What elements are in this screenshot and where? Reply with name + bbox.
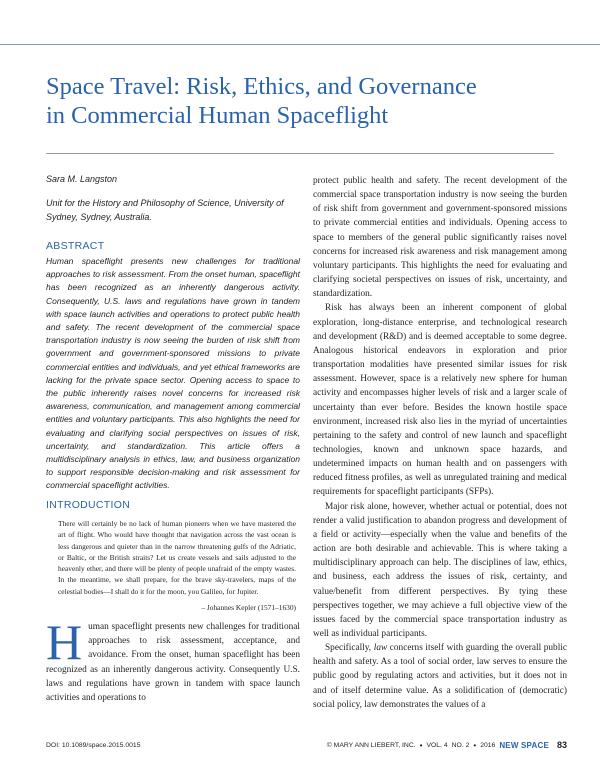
- doi-text: DOI: 10.1089/space.2015.0015: [46, 742, 141, 749]
- running-footer: [327, 740, 567, 750]
- author-name: Sara M. Langston: [46, 174, 118, 184]
- title-rule: [46, 153, 554, 154]
- intro-paragraph-4: [313, 641, 567, 712]
- dropcap-letter: H: [46, 614, 83, 670]
- abstract-heading: ABSTRACT: [46, 240, 105, 252]
- epigraph-attribution: – Johannes Kepler (1571–1630): [201, 603, 296, 612]
- publisher-text: © MARY ANN LIEBERT, INC.: [326, 741, 416, 749]
- volume-text: VOL. 4: [426, 741, 448, 749]
- intro-paragraph-1-continued: protect public health and safety. The recent development of the commercial space transportation industry is now seeing the burden of risk shift from government and government-sponsored missions to private commercial entities and individuals. Opening access to space to members of the general public significantly raises novel concerns for increased risk awareness and risk management among voluntary participants. This highlights the need for evaluating and clarifying societal perspectives on issues of risk, uncertainty, and standardization.: [313, 176, 567, 300]
- issue-text: NO. 2: [451, 741, 470, 749]
- intro-paragraph-2: Risk has always been an inherent component of global exploration, long-distance enterprise, and technological research and development (R&D) and is deemed acceptable to some degree. Analogous historical endeavors in exploration and prior transportation modalities have presented similar issues for risk assessment. However, space is a relatively new sphere for human activity and encompasses higher levels of risk and a larger scale of uncertainty than ever before. Besides the known hostile space environment, increased risk also lies in the myriad of uncertainties pertaining to the safety and control of new launch and spaceflight technologies, known and unknown space hazards, and undetermined impacts on human health and on passengers with reduced fitness profiles, as well as unregulated training and medical requirements for spaceflight participants (SFPs).: [313, 303, 567, 498]
- author-affiliation: Unit for the History and Philosophy of Science, University of Sydney, Sydney, Australia.: [46, 198, 284, 222]
- abstract-text: Human spaceflight presents new challenges for traditional approaches to risk assessment. From the onset human, spaceflight has been recognized as an inherently dangerous activity. Consequently, U.S. laws and regulations have grown in tandem with space launch activities and operations to protect public health and safety. The recent development of the commercial space transportation industry is now seeing the burden of risk shift from government and government-sponsored missions to private commercial entities and individuals, and yet ethical frameworks are lacking for the private space sector. Opening access to space to the public inherently raises novel concerns for increased risk awareness, communication, and management among commercial entities and voluntary participants. This also highlights the need for evaluating and clarifying social perspectives on issues of risk, uncertainty, and standardization. This article offers a multidisciplinary analysis in ethics, law, and business organization to support responsible decision-making and risk assessment for commercial spaceflight activities.: [46, 256, 300, 491]
- article-title: [46, 72, 566, 130]
- page-number: 83: [556, 740, 567, 750]
- intro-paragraph-1-text: uman spaceflight presents new challenges for traditional approaches to risk assessment, acceptance, and avoidance. From the onset, human spaceflight has been recognized as an inherently dangerous activity. Consequently U.S. laws and regulations have grown in tandem with space launch activities and operations to: [46, 622, 300, 704]
- introduction-heading: INTRODUCTION: [46, 499, 131, 511]
- para4-prefix: Specifically,: [325, 643, 374, 654]
- journal-name: NEW SPACE: [499, 740, 549, 750]
- bullet-icon: •: [419, 740, 423, 750]
- right-column-text: [313, 174, 567, 712]
- header-rule: [0, 44, 600, 45]
- para4-rest: concerns itself with guarding the overall public health and safety. As a tool of social order, law serves to ensure the public good by regulating actors and activities, but it does not in and of itself determine value. As a solidification of (democratic) social policy, law demonstrates the values of a: [313, 643, 567, 710]
- title-line-1: Space Travel: Risk, Ethics, and Governance: [46, 73, 477, 100]
- para4-emphasis: law: [373, 643, 388, 654]
- title-line-2: in Commercial Human Spaceflight: [46, 102, 389, 129]
- intro-paragraph-3: Major risk alone, however, whether actual or potential, does not render a valid justification to abandon progress and development of a field or activity—especially when the value and benefits of the action are both desirable and achievable. This is where taking a multidisciplinary approach can help. The disciplines of law, ethics, and business, each address the issues of risk, certainty, and value/benefit from different perspectives. By tying these perspectives together, we may achieve a full objective view of the issues faced by the commercial space transportation industry as well as individual participants.: [313, 501, 567, 639]
- epigraph-quote: There will certainly be no lack of human pioneers when we have mastered the art of flight. Who would have thought that navigation across the vast ocean is less dangerous and quieter than in the narrow threatening gulfs of the Adriatic, or Baltic, or the British straits? Let us create vessels and sails adjusted to the heavenly ether, and there will be plenty of people unafraid of the empty wastes. In the meantime, we shall prepare, for the brave sky-travelers, maps of the celestial bodies—I shall do it for the moon, you Galileo, for Jupiter.: [58, 519, 296, 596]
- bullet-icon: •: [473, 740, 477, 750]
- intro-paragraph-1: [46, 614, 300, 705]
- year-text: 2016: [480, 741, 496, 749]
